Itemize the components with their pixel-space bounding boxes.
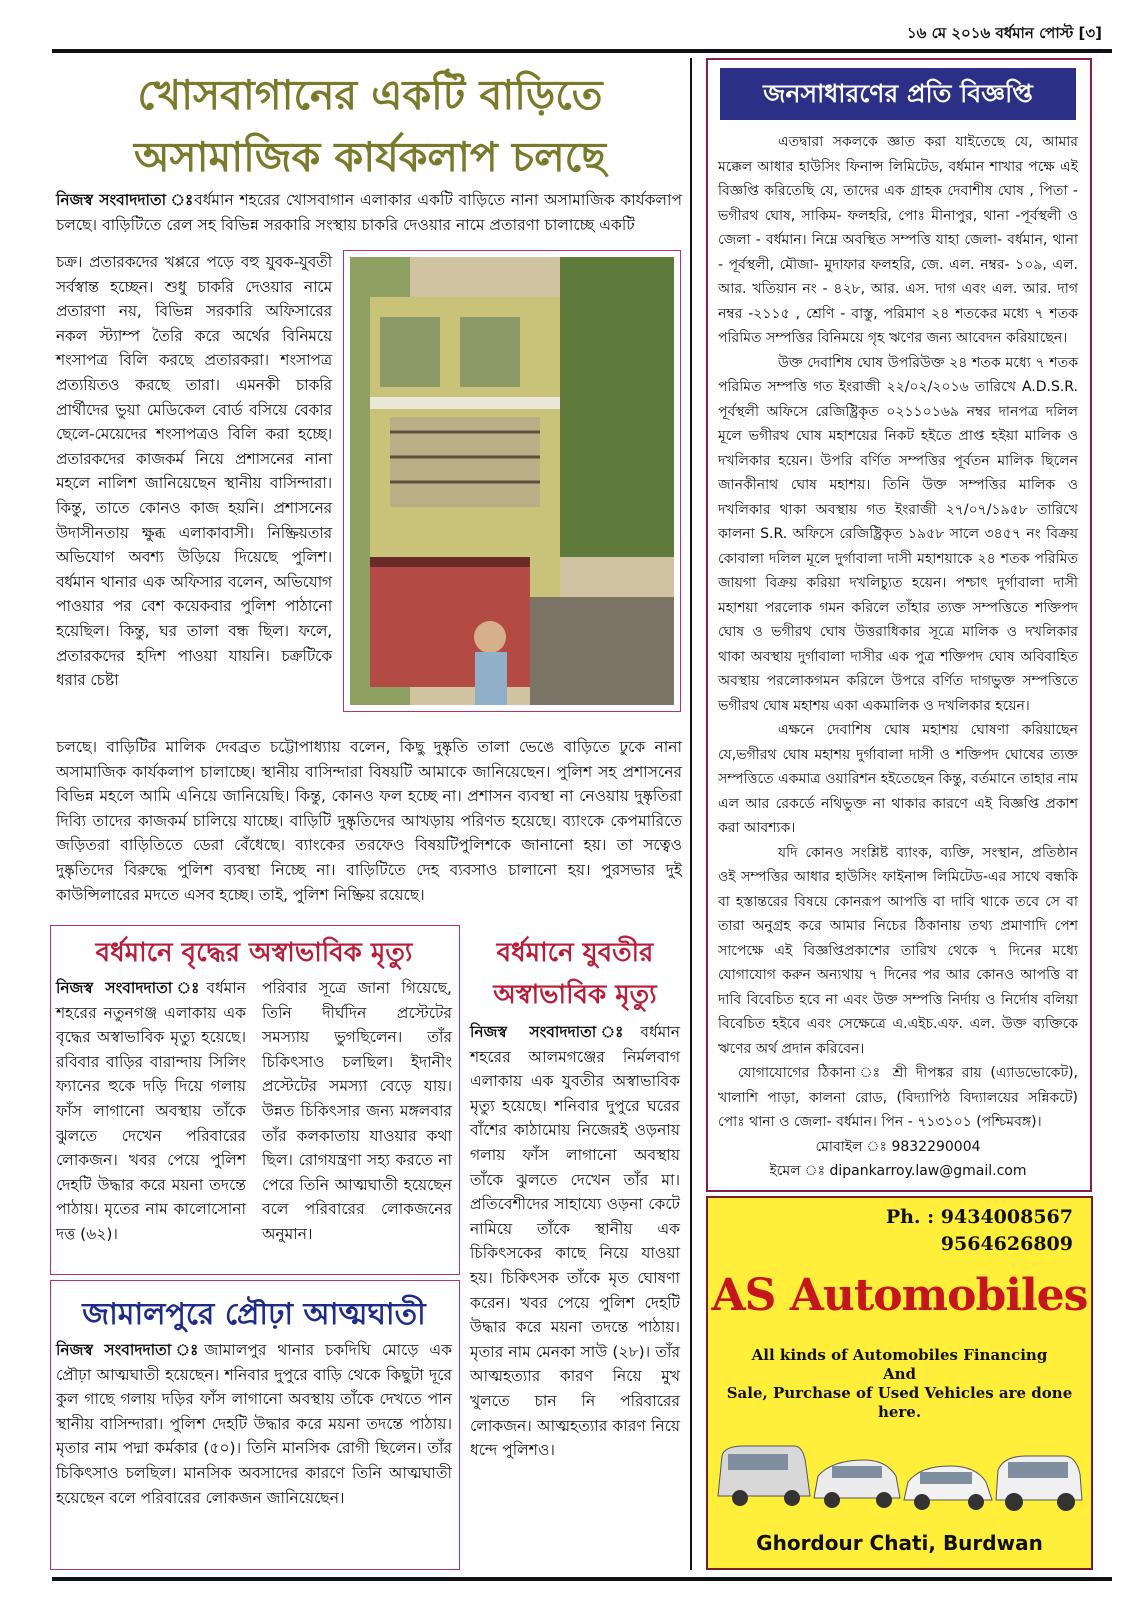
story-woman-byline: নিজস্ব সংবাদদাতা ঃ xyxy=(470,1023,641,1041)
notice-para-3: এক্ষনে দেবাশিষ ঘোষ মহাশয় ঘোষণা করিয়াছেন যে,ভগীরথ ঘোষ মহাশয় দুর্গাবালা দাসী ও শক্তিপদ ঘোষের ত্যক্ত সম্পত্তিতে একমাত্র ওয়ারিশন হইতেছেন কিন্তু, বর্তমানে তাহার নাম এল আর রেকর্ডে নথিভুক্ত না থাকার কারণে এই বিজ্ঞপ্তি প্রকাশ করা আবশ্যক। xyxy=(718,722,1078,836)
lead-body-bottom: চলছে। বাড়িটির মালিক দেবব্রত চট্টোপাধ্যায় বলেন, কিছু দুষ্কৃতি তালা ভেঙে বাড়িতে ঢুকে নানা অসামাজিক কার্যকলাপ চালাচ্ছে। স্থানীয় বাসিন্দারা বিষয়টি আমাকে জানিয়েছেন। পুলিশ সহ প্রশাসনের বিভিন্ন মহলে আমি এনিয়ে জানিয়েছি। কিন্তু, কোনও ফল হচ্ছে না। প্রশাসন ব্যবস্থা না নেওয়ায় দুষ্কৃতিরা দিব্যি তাদের কাজকর্ম চালিয়ে যাচ্ছে। বাড়িটি দুষ্কৃতিদের আখড়ায় পরিণত হয়েছে। ব্যাংকে কেপমারিতে জড়িতরা বাড়িতিতে ডেরা বেঁধেছে। ব্যাংকের তরফেও বিষয়টিপুলিশকে জানানো হয়। তা সত্বেও দুষ্কৃতিদের বিরুদ্ধে পুলিশ ব্যবস্থা নিচ্ছে না। বাড়িটিতে দেহ ব্যবসাও চালানো হয়। পুরসভার দুই কাউন্সিলারের মদতে এসব হচ্ছে। তাই, পুলিশ নিষ্ক্রিয় রয়েছে। xyxy=(56,738,682,904)
lead-photo-frame xyxy=(343,250,681,712)
story-jamalpur-headline: জামালপুরে প্রৌঢ়া আত্মঘাতী xyxy=(82,1297,426,1332)
notice-email-label: ইমেল ঃ xyxy=(769,1163,826,1179)
lead-photo xyxy=(350,257,674,705)
story-jamalpur-text: জামালপুর থানার চকদিঘি মোড়ে এক প্রৌঢ়া আত্মঘাতী হয়েছেন। শনিবার দুপুরে বাড়ি থেকে কিছুটা দূরে কুল গাছে গলায় দড়ির ফাঁস লাগানো অবস্থায় তাঁকে দেখতে পান স্থানীয় বাসিন্দারা। পুলিশ দেহটি উদ্ধার করে ময়না তদন্তে পাঠায়। মৃতার নাম পদ্মা কর্মকার (৫০)। তিনি মানসিক রোগী ছিলেন। তাঁর চিকিৎসাও চলছিল। মানসিক অবসাদের কারণে তিনি আত্মঘাতী হয়েছেন বলে পরিবারের লোকজন জানিয়েছেন। xyxy=(56,1341,452,1507)
sedan-icon xyxy=(904,1466,992,1510)
story-elderly-col1 xyxy=(56,976,246,1247)
public-notice xyxy=(706,58,1092,1192)
story-jamalpur-byline: নিজস্ব সংবাদদাতা ঃ xyxy=(56,1341,205,1359)
top-rule xyxy=(52,49,1112,53)
notice-mobile-label: মোবাইল ঃ xyxy=(815,1138,887,1155)
ad-tagline-3: Sale, Purchase of Used Vehicles are done here. xyxy=(726,1384,1073,1421)
notice-address: যোগাযোগের ঠিকানা ঃ শ্রী দীপঙ্কর রায় (এ্যাডভোকেট), খালাশি পাড়া, কালনা রোড, (বিদ্যাপিঠ বিদ্যালয়ের সন্নিকটে) পোঃ থানা ও জেলা- বর্ধমান। পিন - ৭১৩১০১ (পশ্চিমবঙ্গ)। xyxy=(718,1065,1078,1130)
hatchback-icon xyxy=(814,1460,900,1508)
column-divider xyxy=(690,58,692,1570)
automobiles-ad[interactable] xyxy=(706,1196,1093,1570)
ad-location: Ghordour Chati, Burdwan xyxy=(756,1531,1043,1555)
ad-tagline-2: And xyxy=(882,1365,917,1383)
notice-mobile-line xyxy=(718,1135,1078,1160)
suv-icon xyxy=(996,1456,1082,1511)
notice-para-2: উক্ত দেবাশিষ ঘোষ উপরিউক্ত ২৪ শতক মধ্যে ৭ শতক পরিমিত সম্পত্তি গত ইংরাজী ২২/০২/২০১৬ তারিখে A.D.S.R. পূর্বস্থলী অফিসে রেজিষ্ট্রিকৃত ০২১১০১৬৯ নম্বর দানপত্র দলিল মূলে ভগীরথ ঘোষ মহাশয়ের নিকট হইতে প্রাপ্ত হইয়া মালিক ও দখলিকার হয়েন। উপরি বর্ণিত সম্পত্তির পূর্বতন মালিক ছিলেন জানকীনাথ ঘোষ মহাশয়। তিনি উক্ত সম্পত্তির মালিক ও দখলিকার থাকা অবস্থায় গত ইংরাজী ২৭/০৭/১৯৫৮ তারিখে কালনা S.R. অফিসে রেজিষ্ট্রিকৃত ১৯৫৮ সালে ৩৪৫৭ নং বিক্রয় কোবালা দলিল মূলে দুর্গাবালা দাসী মহাশয়াকে ২৪ শতক পরিমিত জায়গা বিক্রয় করিয়া দখলিচ্যুত হয়েন। পশ্চাৎ দুর্গাবালা দাসী মহাশয়া পরলোক গমন করিলে তাঁহার ত্যক্ত সম্পত্তিতে শক্তিপদ ঘোষ ও ভগীরথ ঘোষ উত্তরাধিকার সূত্রে মালিক ও দখলিকার থাকা অবস্থায় দুর্গাবালা দাসীর এক পুত্র শক্তিপদ ঘোষ অবিবাহিত অবস্থায় পরলোকগমন করিলে উপরে বর্ণিত দাগভুক্ত সম্পত্তিতে ভগীরথ ঘোষ মহাশয় একা একমালিক ও দখলিকার হয়েন। xyxy=(718,354,1078,714)
notice-para-1: এতদ্বারা সকলকে জ্ঞাত করা যাইতেছে যে, আমার মক্কেল আধার হাউসিং ফিনান্স লিমিটেড, বর্ধমান শাখার পক্ষে এই বিজ্ঞপ্তি করিতেছি যে, তাদের এক গ্রাহক দেবাশীষ ঘোষ , পিতা - ভগীরথ ঘোষ, সাকিম- ফলহরি, পোঃ মীনাপুর, থানা -পূর্বস্থলী ও জেলা - বর্ধমান। নিম্নে অবস্থিত সম্পত্তি যাহা জেলা- বর্ধমান, থানা - পূর্বস্থলী, মৌজা- মুদাফার ফলহরি, জে. এল. নম্বর- ১০৯, এল. আর. খতিয়ান নং - ৪২৮, আর. এস. দাগ এবং এল. আর. দাগ নম্বর -২১১৫ , শ্রেণি - বাস্তু, পরিমাণ ২৪ শতকের মধ্যে ৭ শতক পরিমিত সম্পত্তির বিনিময়ে গৃহ ঋণের জন্য আবেদন করিয়াছেন। xyxy=(718,134,1078,346)
lead-text-top: বর্ধমান শহরের খোসবাগান এলাকার একটি বাড়িতে নানা অসামাজিক কার্যকলাপ চলছে। বাড়িটিতে রেল সহ বিভিন্ন সরকারি সংস্থায় চাকরি দেওয়ার নামে প্রতারণা চালাচ্ছে একটি xyxy=(56,191,682,234)
van-icon xyxy=(718,1446,810,1506)
notice-email-line xyxy=(718,1159,1078,1184)
story-elderly-headline: বর্ধমানে বৃদ্ধের অস্বাভাবিক মৃত্যু xyxy=(95,938,413,968)
ad-phone-2[interactable]: 9564626809 xyxy=(940,1233,1073,1255)
story-elderly-byline: নিজস্ব সংবাদদাতা ঃ xyxy=(56,979,207,997)
bottom-rule xyxy=(52,1577,1112,1581)
notice-email[interactable]: dipankarroy.law@gmail.com xyxy=(829,1163,1027,1179)
story-elderly-text1: বর্ধমান শহরের নতুনগঞ্জ এলাকায় এক বৃদ্ধের অস্বাভাবিক মৃত্যু হয়েছে। রবিবার বাড়ির বারান্দায় সিলিং ফ্যানের হুকে দড়ি দিয়ে গলায় ফাঁস লাগানো অবস্থায় তাঁকে ঝুলতে দেখেন পরিবারের লোকজন। খবর পেয়ে পুলিশ দেহটি উদ্ধার করে ময়না তদন্তে পাঠায়। মৃতের নাম কালোসোনা দত্ত (৬২)। xyxy=(56,979,246,1243)
story-woman-text: বর্ধমান শহরের আলমগঞ্জের নির্মলবাগ এলাকায় এক যুবতীর অস্বাভাবিক মৃত্যু হয়েছে। শনিবার দুপুরে ঘরের বাঁশের কাঠামোয় নিজেরই ওড়নায় গলায় ফাঁস লাগানো অবস্থায় তাঁকে ঝুলতে দেখেন তাঁর মা। প্রতিবেশীদের সাহায্যে ওড়না কেটে নামিয়ে তাঁকে স্থানীয় এক চিকিৎসকের কাছে নিয়ে যাওয়া হয়। চিকিৎসক তাঁকে মৃত ঘোষণা করেন। খবর পেয়ে পুলিশ দেহটি উদ্ধার করে ময়না তদন্তে পাঠায়। মৃতার নাম মেনকা সাউ (২৮)। তাঁর আত্মহত্যার কারণ নিয়ে মুখ খুলতে চান নি পরিবারের লোকজন। আত্মহত্যার কারণ নিয়ে ধন্দে পুলিশও। xyxy=(470,1023,680,1460)
ad-phone-label: Ph. : xyxy=(885,1206,935,1228)
story-elderly-col2: পরিবার সূত্রে জানা গিয়েছে, তিনি দীর্ঘদিন প্রস্টেটের সমস্যায় ভুগছিলেন। তাঁর চিকিৎসাও চলছিল। ইদানীং প্রস্টেটের সমস্যা বেড়ে যায়। উন্নত চিকিৎসার জন্য মঙ্গলবার তাঁর কলকাতায় যাওয়ার কথা ছিল। রোগযন্ত্রণা সহ্য করতে না পেরে তিনি আত্মঘাতী হয়েছেন বলে পরিবারের লোকজনের অনুমান। xyxy=(262,979,452,1243)
lead-byline: নিজস্ব সংবাদদাতা ঃ xyxy=(56,191,195,209)
page-folio: ১৬ মে ২০১৬ বর্ধমান পোস্ট [৩] xyxy=(906,24,1102,42)
notice-para-4: যদি কোনও সংশ্লিষ্ট ব্যাংক, ব্যক্তি, সংস্থান, প্রতিষ্ঠান ওই সম্পত্তির আধার হাউসিং ফাইনান্স লিমিটেড-এর সাথে বন্ধকি বা হস্তান্তরের বিষয়ে কোনরূপ আপত্তি বা দাবি থাকে তবে সে বা তারা অনুগ্রহ করে আমার নিচের ঠিকানায় তথ্য প্রমাণাদি পেশ সাপেক্ষে এই বিজ্ঞপ্তিপ্রকাশের তারিখ থেকে ৭ দিনের মধ্যে যোগাযোগ করুন অন্যথায় ৭ দিনের পর আর কোনও আপত্তি বা দাবি বিবেচিত হবে না এবং উক্ত সম্পত্তি নির্দায় ও নির্দোষ বলিয়া বিবেচিত হইবে এবং সেক্ষেত্রে এ.এইচ.এফ. এল. উক্ত ব্যক্তিকে ঋণের অর্থ প্রদান করিবেন। xyxy=(718,844,1078,1057)
ad-business-name: AS Automobiles xyxy=(711,1270,1088,1321)
notice-mobile[interactable]: 9832290004 xyxy=(891,1138,981,1155)
ad-phone-block xyxy=(886,1204,1073,1258)
cars-icon xyxy=(714,1426,1085,1526)
ad-tagline-1: All kinds of Automobiles Financing xyxy=(751,1346,1048,1364)
story-woman-body xyxy=(470,1020,680,1463)
ad-phone-line-1 xyxy=(886,1204,1073,1231)
ad-tagline xyxy=(708,1346,1091,1422)
notice-title: জনসাধারণের প্রতি বিজ্ঞপ্তি xyxy=(720,68,1076,120)
lead-headline: খোসবাগানের একটি বাড়িতে অসামাজিক কার্যকলাপ চলছে xyxy=(134,71,606,181)
lead-body-top xyxy=(56,188,682,237)
story-jamalpur-body xyxy=(56,1338,452,1510)
lead-body-left: চক্র। প্রতারকদের খপ্পরে পড়ে বহু যুবক-যুবতী সর্বস্বান্ত হচ্ছেন। শুধু চাকরি দেওয়ার নামে প্রতারণা নয়, বিভিন্ন সরকারি অফিসারের নকল স্ট্যাম্প তৈরি করে অর্থের বিনিময়ে শংসাপত্র বিলি করছে প্রতারকরা। শংসাপত্র প্রত্যয়িতও করছে তারা। এমনকী চাকরি প্রার্থীদের ভুয়া মেডিকেল বোর্ড বসিয়ে বেকার ছেলে-মেয়েদের শংসাপত্রও বিলি করা হচ্ছে। প্রতারকদের কাজকর্ম নিয়ে প্রশাসনের নানা মহলে নালিশ জানিয়েছেন স্থানীয় বাসিন্দারা। কিন্তু, তাতে কোনও কাজ হয়নি। প্রশাসনের উদাসীনতায় ক্ষুব্ধ এলাকাবাসী। নিষ্ক্রিয়তার অভিযোগ অবশ্য উড়িয়ে দিয়েছে পুলিশ। বর্ধমান থানার এক অফিসার বলেন, অভিযোগ পাওয়ার পর বেশ কয়েকবার পুলিশ পাঠানো হয়েছিল। কিন্তু, ঘর তালা বন্ধ ছিল। ফলে, প্রতারকদের হদিশ পাওয়া যায়নি। চক্রটিকে ধরার চেষ্টা xyxy=(56,253,332,690)
ad-phone-1[interactable]: 9434008567 xyxy=(940,1206,1073,1228)
building-photo-icon xyxy=(350,257,674,705)
notice-body xyxy=(718,130,1078,1184)
story-woman-headline: বর্ধমানে যুবতীর অস্বাভাবিক মৃত্যু xyxy=(493,938,657,1010)
